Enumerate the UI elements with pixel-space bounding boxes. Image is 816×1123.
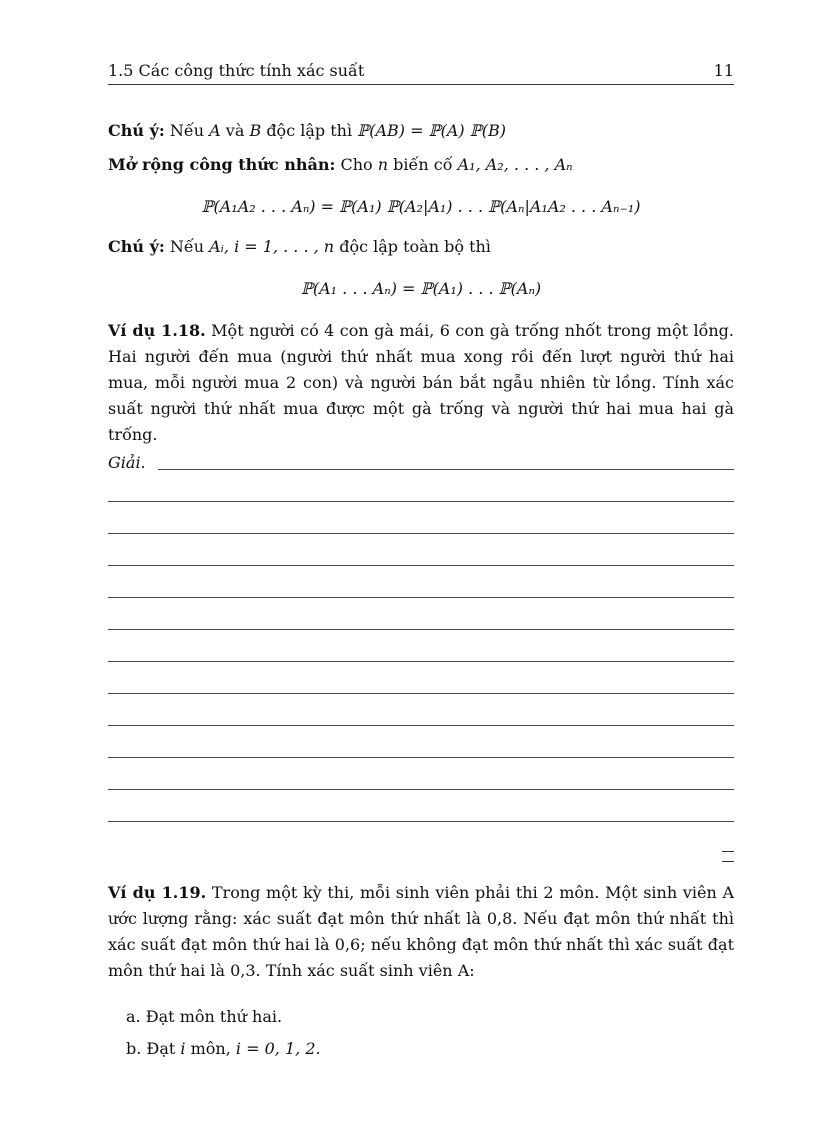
example-1-19 [108,880,734,984]
page-header [108,58,734,85]
answer-line[interactable] [108,597,734,598]
example-text: Một người có 4 con gà mái, 6 con gà trống nhốt trong một lồng. Hai người đến mua (người thứ nhất mua xong rồi đến lượt người thứ hai mua, mỗi người mua 2 con) và người bán bắt ngẫu nhiên từ lồng. Tính xác suất người thứ nhất mua được một gà trống và người thứ hai mua hai gà trống. [108,321,734,444]
section-title: 1.5 Các công thức tính xác suất [108,61,365,80]
note-independence: Chú ý: Nếu A và B độc lập thì ℙ(AB) = ℙ(A) ℙ(B) [108,121,507,140]
solution-area [108,450,734,476]
independence-equation: ℙ(A₁ . . . Aₙ) = ℙ(A₁) . . . ℙ(Aₙ) [300,279,542,298]
end-of-proof-mark [722,842,734,862]
answer-line[interactable] [108,789,734,790]
extension-label: Mở rộng công thức nhân: [108,155,336,174]
answer-line[interactable] [108,501,734,502]
answer-line[interactable] [108,693,734,694]
answer-line[interactable] [108,533,734,534]
answer-line[interactable] [108,725,734,726]
product-formula: ℙ(AB) = ℙ(A) ℙ(B) [357,121,507,140]
answer-line[interactable] [108,757,734,758]
answer-line[interactable] [108,565,734,566]
multiplication-extension: Mở rộng công thức nhân: Cho n biến cố A₁, A₂, . . . , Aₙ [108,155,573,174]
example-label: Ví dụ 1.19. [108,883,207,902]
note-label: Chú ý: [108,121,165,140]
chain-rule-equation: ℙ(A₁A₂ . . . Aₙ) = ℙ(A₁) ℙ(A₂|A₁) . . . ℙ(Aₙ|A₁A₂ . . . Aₙ₋₁) [201,197,641,216]
page-number: 11 [713,61,734,80]
solution-label: Giải. [108,450,154,476]
list-item: a. Đạt môn thứ hai. [126,1007,283,1026]
list-item: b. Đạt i môn, i = 0, 1, 2. [126,1039,321,1058]
answer-line[interactable] [158,469,734,470]
answer-line[interactable] [108,821,734,822]
note-label: Chú ý: [108,237,165,256]
answer-line[interactable] [108,661,734,662]
example-1-18 [108,318,734,448]
example-label: Ví dụ 1.18. [108,321,206,340]
answer-line[interactable] [108,629,734,630]
example-text: Trong một kỳ thi, mỗi sinh viên phải thi 2 môn. Một sinh viên A ước lượng rằng: xác suất đạt môn thứ nhất là 0,8. Nếu đạt môn thứ nhất thì xác suất đạt môn thứ hai là 0,6; nếu không đạt môn thứ nhất thì xác suất đạt môn thứ hai là 0,3. Tính xác suất sinh viên A: [108,883,735,980]
note-mutual-independence: Chú ý: Nếu Aᵢ, i = 1, . . . , n độc lập toàn bộ thì [108,237,491,256]
